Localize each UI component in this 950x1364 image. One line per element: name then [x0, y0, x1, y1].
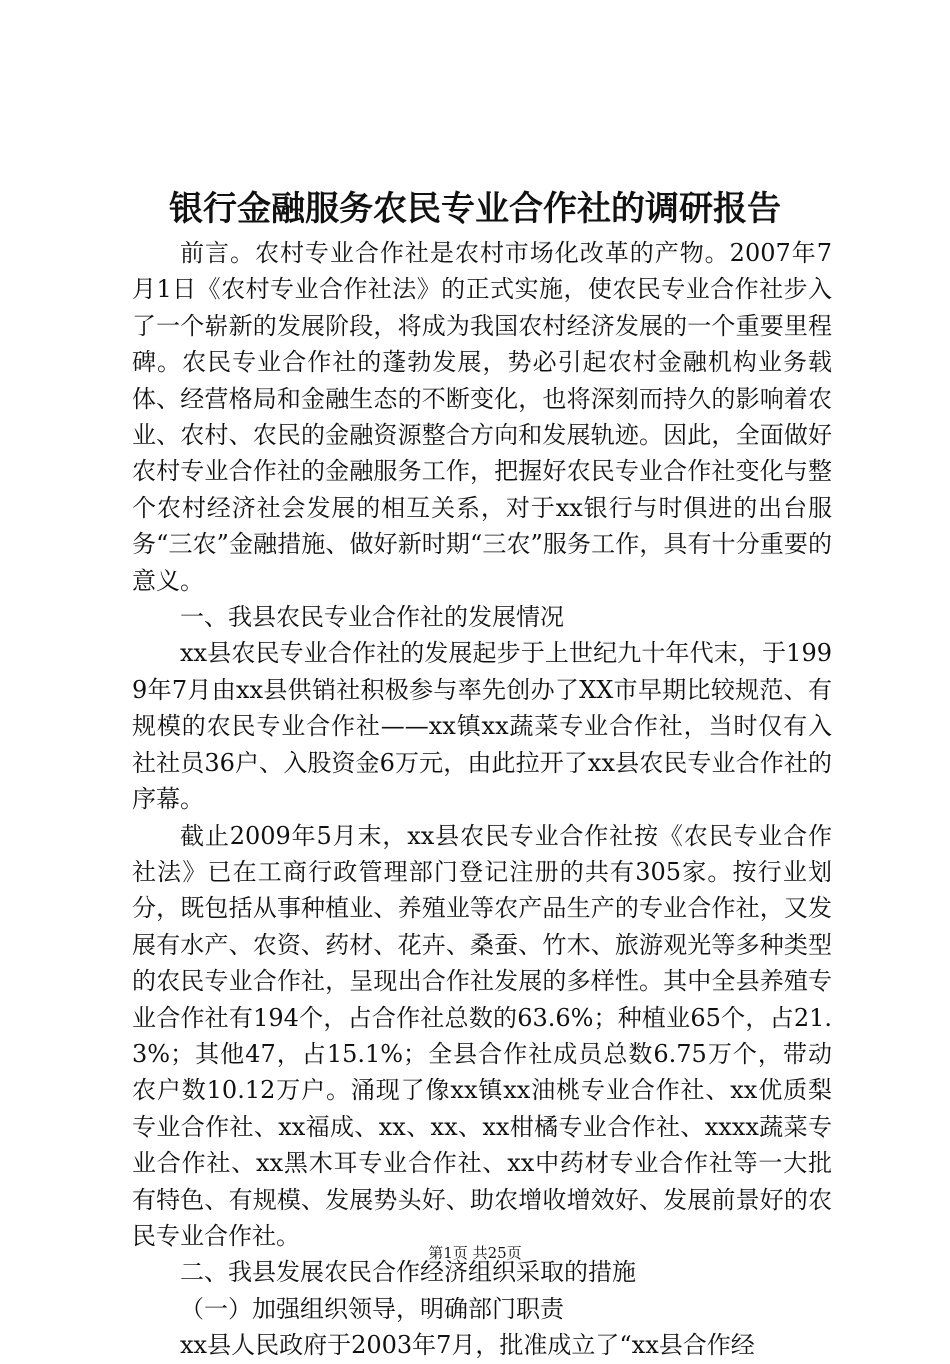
paragraph-history: xx县农民专业合作社的发展起步于上世纪九十年代末，于1999年7月由xx县供销社积极参与率先创办了XX市早期比较规范、有规模的农民专业合作社——xx镇xx蔬菜专业合作社，当时仅有入社社员36户、入股资金6万元，由此拉开了xx县农民专业合作社的序幕。 [132, 639, 832, 814]
section-heading-1: 一、我县农民专业合作社的发展情况 [180, 603, 564, 632]
section-heading-2: 二、我县发展农民合作经济组织采取的措施 [180, 1258, 636, 1287]
paragraph-preface: 前言。农村专业合作社是农村市场化改革的产物。2007年7月1日《农村专业合作社法》的正式实施，使农民专业合作社步入了一个崭新的发展阶段，将成为我国农村经济发展的一个重要里程碑。农民专业合作社的蓬勃发展，势必引起农村金融机构业务载体、经营格局和金融生态的不断变化，也将深刻而持久的影响着农业、农村、农民的金融资源整合方向和发展轨迹。因此，全面做好农村专业合作社的金融服务工作，把握好农民专业合作社变化与整个农村经济社会发展的相互关系，对于xx银行与时俱进的出台服务“三农”金融措施、做好新时期“三农”服务工作，具有十分重要的意义。 [132, 239, 832, 595]
subsection-heading-1: （一）加强组织领导，明确部门职责 [180, 1294, 564, 1323]
paragraph-government: xx县人民政府于2003年7月，批准成立了“xx县合作经 [180, 1331, 755, 1360]
document-body [132, 235, 832, 1364]
document-title: 银行金融服务农民专业合作社的调研报告 [169, 189, 781, 229]
paragraph-statistics: 截止2009年5月末，xx县农民专业合作社按《农民专业合作社法》已在工商行政管理部门登记注册的共有305家。按行业划分，既包括从事种植业、养殖业等农产品生产的专业合作社，又发展有水产、农资、药材、花卉、桑蚕、竹木、旅游观光等多种类型的农民专业合作社，呈现出合作社发展的多样性。其中全县养殖专业合作社有194个，占合作社总数的63.6%；种植业65个，占21.3%；其他47，占15.1%；全县合作社成员总数6.75万个，带动农户数10.12万户。涌现了像xx镇xx油桃专业合作社、xx优质梨专业合作社、xx福成、xx、xx、xx柑橘专业合作社、xxxx蔬菜专业合作社、xx黑木耳专业合作社、xx中药材专业合作社等一大批有特色、有规模、发展势头好、助农增收增效好、发展前景好的农民专业合作社。 [132, 821, 832, 1250]
page-number-footer: 第1页 共25页 [428, 1244, 522, 1262]
